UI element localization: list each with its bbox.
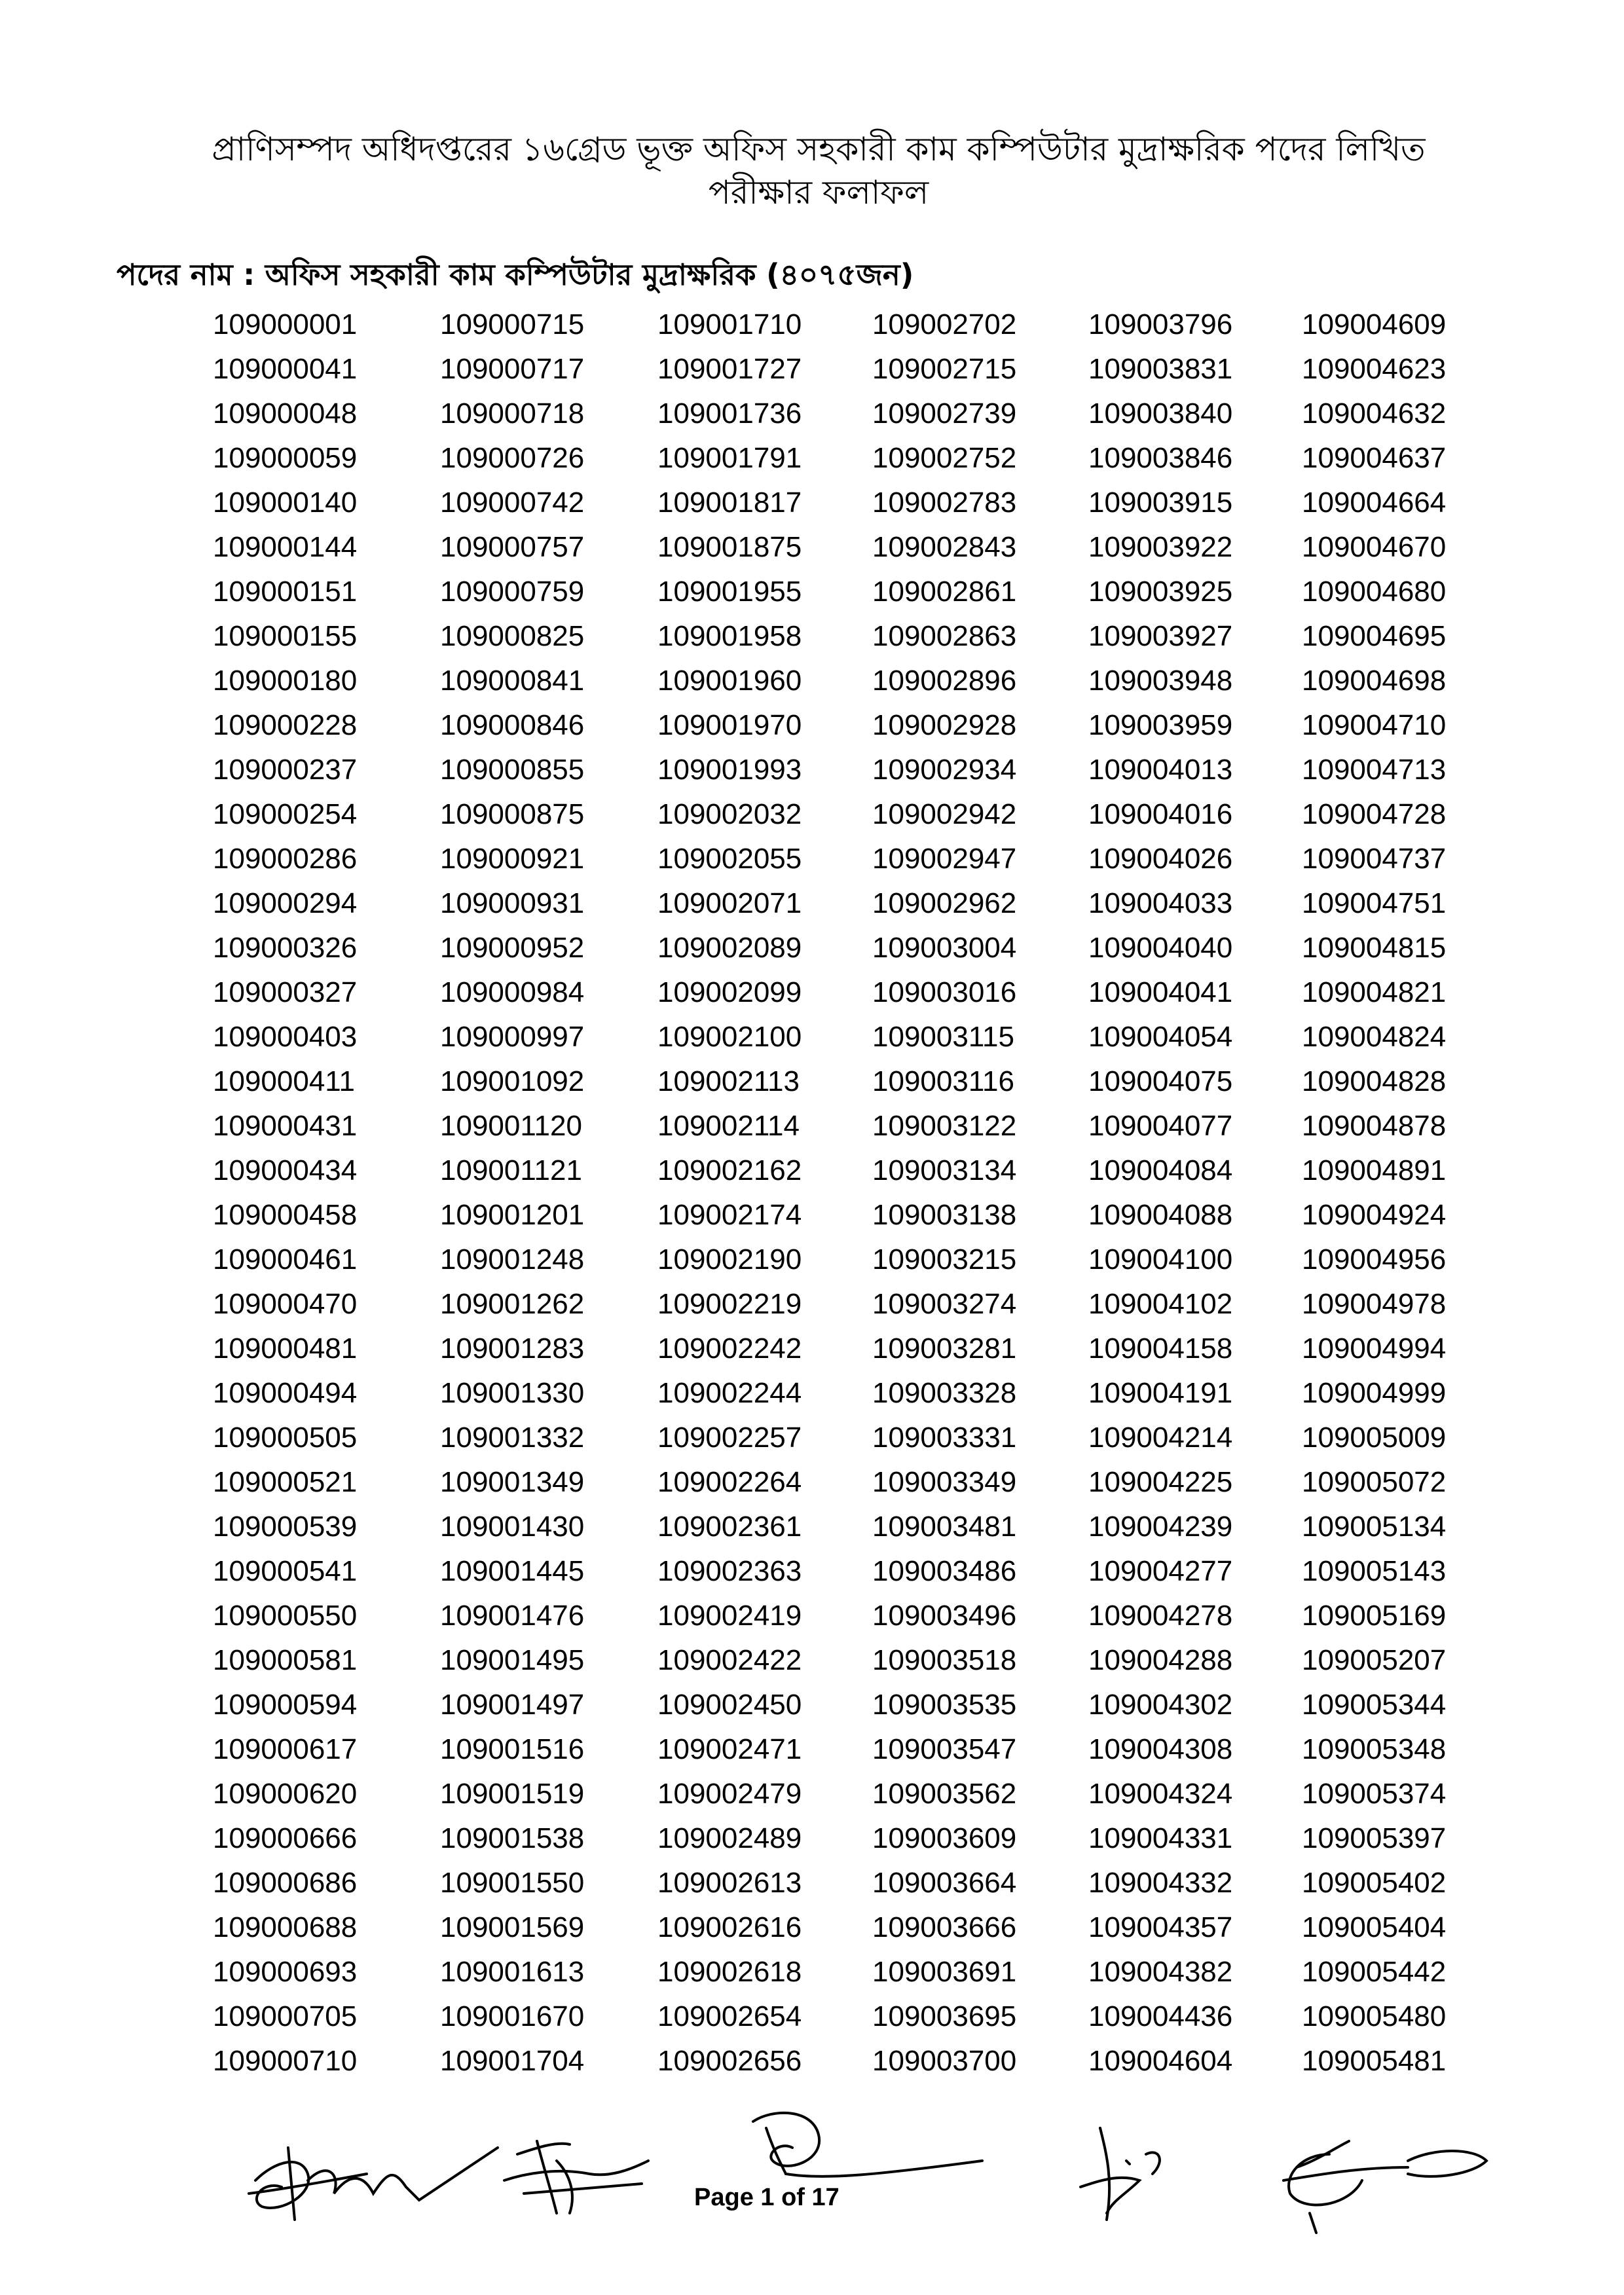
roll-number: 109003134 — [872, 1154, 1017, 1186]
roll-number: 109000286 — [213, 843, 358, 875]
roll-number: 109000151 — [213, 576, 358, 608]
roll-number: 109002843 — [872, 531, 1017, 563]
roll-number: 109002114 — [657, 1110, 800, 1142]
roll-number: 109002702 — [872, 308, 1017, 340]
roll-number: 109000048 — [213, 397, 358, 430]
roll-number: 109002479 — [657, 1778, 802, 1810]
roll-number: 109000846 — [440, 709, 585, 741]
roll-number: 109000620 — [213, 1778, 358, 1810]
roll-number: 109003664 — [872, 1867, 1017, 1899]
roll-number: 109005481 — [1302, 2045, 1447, 2077]
roll-number: 109004054 — [1088, 1021, 1233, 1053]
roll-number: 109005404 — [1302, 1911, 1447, 1943]
roll-number: 109004680 — [1302, 576, 1447, 608]
roll-number: 109000705 — [213, 2000, 358, 2032]
roll-number: 109000921 — [440, 843, 585, 875]
roll-number: 109002947 — [872, 843, 1017, 875]
roll-number: 109002219 — [657, 1288, 802, 1320]
roll-number: 109004878 — [1302, 1110, 1447, 1142]
roll-number: 109001670 — [440, 2000, 585, 2032]
roll-number: 109004041 — [1088, 976, 1233, 1008]
roll-number: 109002450 — [657, 1689, 802, 1721]
roll-number: 109004084 — [1088, 1154, 1233, 1186]
roll-number: 109001092 — [440, 1065, 585, 1097]
roll-number: 109003796 — [1088, 308, 1233, 340]
roll-number: 109000144 — [213, 531, 358, 563]
roll-number: 109000841 — [440, 665, 585, 697]
roll-number: 109004277 — [1088, 1555, 1233, 1587]
roll-number: 109005402 — [1302, 1867, 1447, 1899]
roll-number: 109002613 — [657, 1867, 802, 1899]
roll-number: 109001736 — [657, 397, 802, 430]
roll-number: 109003215 — [872, 1243, 1017, 1276]
roll-number: 109004225 — [1088, 1466, 1233, 1498]
roll-number: 109004436 — [1088, 2000, 1233, 2032]
roll-number: 109000710 — [213, 2045, 358, 2077]
roll-number: 109004737 — [1302, 843, 1447, 875]
roll-number: 109000617 — [213, 1733, 358, 1765]
roll-number: 109000327 — [213, 976, 358, 1008]
roll-number: 109003281 — [872, 1332, 1017, 1365]
roll-number: 109000952 — [440, 932, 585, 964]
roll-number: 109002190 — [657, 1243, 802, 1276]
roll-number: 109003496 — [872, 1600, 1017, 1632]
roll-number: 109000237 — [213, 754, 358, 786]
roll-number: 109003486 — [872, 1555, 1017, 1587]
roll-number: 109000825 — [440, 620, 585, 652]
roll-number: 109001248 — [440, 1243, 585, 1276]
roll-number: 109000717 — [440, 353, 585, 385]
roll-number: 109000875 — [440, 798, 585, 830]
roll-number: 109005134 — [1302, 1511, 1447, 1543]
roll-number: 109001955 — [657, 576, 802, 608]
roll-number: 109004828 — [1302, 1065, 1447, 1097]
roll-number: 109004100 — [1088, 1243, 1233, 1276]
roll-number: 109003846 — [1088, 442, 1233, 474]
roll-number: 109005442 — [1302, 1956, 1447, 1988]
roll-number: 109002783 — [872, 487, 1017, 519]
roll-number: 109003518 — [872, 1644, 1017, 1676]
roll-number: 109002618 — [657, 1956, 802, 1988]
roll-number: 109001970 — [657, 709, 802, 741]
roll-number: 109001330 — [440, 1377, 585, 1409]
page-title — [98, 128, 1539, 214]
roll-number: 109004332 — [1088, 1867, 1233, 1899]
roll-number: 109004331 — [1088, 1822, 1233, 1854]
roll-number: 109002962 — [872, 887, 1017, 919]
roll-number: 109004088 — [1088, 1199, 1233, 1231]
roll-number: 109001283 — [440, 1332, 585, 1365]
roll-number: 109000494 — [213, 1377, 358, 1409]
roll-number: 109000931 — [440, 887, 585, 919]
roll-number: 109000984 — [440, 976, 585, 1008]
roll-number: 109001875 — [657, 531, 802, 563]
roll-number: 109002934 — [872, 754, 1017, 786]
roll-number: 109002100 — [657, 1021, 802, 1053]
roll-number: 109004891 — [1302, 1154, 1447, 1186]
signature-3 — [753, 2113, 982, 2176]
roll-number: 109000539 — [213, 1511, 358, 1543]
roll-number: 109002928 — [872, 709, 1017, 741]
roll-number: 109005480 — [1302, 2000, 1447, 2032]
roll-number: 109004670 — [1302, 531, 1447, 563]
roll-number: 109004978 — [1302, 1288, 1447, 1320]
roll-number: 109001958 — [657, 620, 802, 652]
roll-number: 109003328 — [872, 1377, 1017, 1409]
roll-number: 109000458 — [213, 1199, 358, 1231]
roll-number: 109002264 — [657, 1466, 802, 1498]
roll-number: 109002363 — [657, 1555, 802, 1587]
roll-number: 109000997 — [440, 1021, 585, 1053]
roll-number: 109004623 — [1302, 353, 1447, 385]
roll-number: 109003609 — [872, 1822, 1017, 1854]
roll-number: 109002244 — [657, 1377, 802, 1409]
roll-number: 109002471 — [657, 1733, 802, 1765]
roll-number: 109004664 — [1302, 487, 1447, 519]
page-number: Page 1 of 17 — [694, 2184, 840, 2211]
roll-number: 109000686 — [213, 1867, 358, 1899]
roll-number: 109003691 — [872, 1956, 1017, 1988]
roll-number: 109004815 — [1302, 932, 1447, 964]
roll-number: 109005344 — [1302, 1689, 1447, 1721]
roll-number: 109004158 — [1088, 1332, 1233, 1365]
roll-number: 109002257 — [657, 1422, 802, 1454]
roll-number: 109002489 — [657, 1822, 802, 1854]
roll-number: 109002032 — [657, 798, 802, 830]
roll-number: 109000403 — [213, 1021, 358, 1053]
roll-number: 109002863 — [872, 620, 1017, 652]
roll-number: 109000228 — [213, 709, 358, 741]
roll-number: 109002089 — [657, 932, 802, 964]
roll-number: 109001569 — [440, 1911, 585, 1943]
roll-number: 109000155 — [213, 620, 358, 652]
roll-number: 109002361 — [657, 1511, 802, 1543]
roll-number: 109004308 — [1088, 1733, 1233, 1765]
roll-number: 109001262 — [440, 1288, 585, 1320]
roll-number: 109004604 — [1088, 2045, 1233, 2077]
roll-number: 109002242 — [657, 1332, 802, 1365]
roll-number: 109004077 — [1088, 1110, 1233, 1142]
roll-number: 109004040 — [1088, 932, 1233, 964]
roll-number: 109004026 — [1088, 843, 1233, 875]
roll-number: 109003700 — [872, 2045, 1017, 2077]
roll-number: 109003948 — [1088, 665, 1233, 697]
roll-number: 109003122 — [872, 1110, 1017, 1142]
roll-number: 109003016 — [872, 976, 1017, 1008]
roll-number: 109005072 — [1302, 1466, 1447, 1498]
roll-number: 109001519 — [440, 1778, 585, 1810]
roll-number: 109004214 — [1088, 1422, 1233, 1454]
roll-number: 109001613 — [440, 1956, 585, 1988]
roll-number: 109003831 — [1088, 353, 1233, 385]
roll-number: 109002099 — [657, 976, 802, 1008]
roll-number: 109000759 — [440, 576, 585, 608]
roll-number-grid — [213, 303, 1498, 2084]
roll-number: 109004609 — [1302, 308, 1447, 340]
roll-number: 109001516 — [440, 1733, 585, 1765]
signature-2 — [504, 2141, 648, 2213]
roll-number: 109002422 — [657, 1644, 802, 1676]
roll-number: 109003666 — [872, 1911, 1017, 1943]
roll-number: 109002752 — [872, 442, 1017, 474]
roll-number: 109002055 — [657, 843, 802, 875]
page-title-line-2: পরীক্ষার ফলাফল — [708, 174, 929, 211]
roll-number: 109002162 — [657, 1154, 802, 1186]
roll-number: 109000742 — [440, 487, 585, 519]
roll-number: 109001791 — [657, 442, 802, 474]
roll-number: 109000254 — [213, 798, 358, 830]
roll-number: 109002896 — [872, 665, 1017, 697]
post-name: অফিস সহকারী কাম কম্পিউটার মুদ্রাক্ষরিক (৪০৭৫জন) — [265, 257, 914, 292]
roll-number: 109005348 — [1302, 1733, 1447, 1765]
roll-number: 109000434 — [213, 1154, 358, 1186]
roll-number: 109000666 — [213, 1822, 358, 1854]
roll-number: 109000461 — [213, 1243, 358, 1276]
roll-number: 109002739 — [872, 397, 1017, 430]
roll-number: 109003481 — [872, 1511, 1017, 1543]
roll-number: 109003840 — [1088, 397, 1233, 430]
roll-number: 109004302 — [1088, 1689, 1233, 1721]
roll-number: 109004999 — [1302, 1377, 1447, 1409]
roll-number: 109002942 — [872, 798, 1017, 830]
roll-number: 109004698 — [1302, 665, 1447, 697]
roll-number: 109005374 — [1302, 1778, 1447, 1810]
roll-number: 109002715 — [872, 353, 1017, 385]
roll-number: 109001817 — [657, 487, 802, 519]
roll-number: 109001121 — [440, 1154, 582, 1186]
roll-number: 109004239 — [1088, 1511, 1233, 1543]
roll-number: 109003331 — [872, 1422, 1017, 1454]
roll-number: 109003115 — [872, 1021, 1014, 1053]
roll-number: 109004191 — [1088, 1377, 1233, 1409]
roll-number: 109004382 — [1088, 1956, 1233, 1988]
roll-number: 109004632 — [1302, 397, 1447, 430]
signature-4 — [1080, 2128, 1160, 2220]
roll-number: 109004994 — [1302, 1332, 1447, 1365]
roll-number: 109001993 — [657, 754, 802, 786]
roll-number: 109004956 — [1302, 1243, 1447, 1276]
roll-number: 109002174 — [657, 1199, 802, 1231]
roll-number: 109004695 — [1302, 620, 1447, 652]
roll-number: 109004728 — [1302, 798, 1447, 830]
roll-number: 109004824 — [1302, 1021, 1447, 1053]
roll-number: 109004075 — [1088, 1065, 1233, 1097]
roll-number: 109004278 — [1088, 1600, 1233, 1632]
roll-number: 109000594 — [213, 1689, 358, 1721]
roll-number: 109000550 — [213, 1600, 358, 1632]
roll-number: 109003349 — [872, 1466, 1017, 1498]
post-label: পদের নাম : — [117, 257, 255, 292]
roll-number: 109000470 — [213, 1288, 358, 1320]
roll-number: 109004821 — [1302, 976, 1447, 1008]
roll-number: 109003915 — [1088, 487, 1233, 519]
roll-number: 109003695 — [872, 2000, 1017, 2032]
roll-number: 109003004 — [872, 932, 1017, 964]
roll-number: 109001430 — [440, 1511, 585, 1543]
roll-number: 109001476 — [440, 1600, 585, 1632]
roll-number: 109003116 — [872, 1065, 1014, 1097]
roll-number: 109000688 — [213, 1911, 358, 1943]
roll-number: 109001332 — [440, 1422, 585, 1454]
roll-number: 109001538 — [440, 1822, 585, 1854]
roll-number: 109004288 — [1088, 1644, 1233, 1676]
roll-number: 109002419 — [657, 1600, 802, 1632]
roll-number: 109003274 — [872, 1288, 1017, 1320]
roll-number: 109000180 — [213, 665, 358, 697]
signature-1 — [249, 2148, 498, 2220]
roll-number: 109003922 — [1088, 531, 1233, 563]
roll-number: 109001704 — [440, 2045, 585, 2077]
roll-number: 109003927 — [1088, 620, 1233, 652]
roll-number: 109000481 — [213, 1332, 358, 1365]
roll-number: 109001550 — [440, 1867, 585, 1899]
roll-number: 109001349 — [440, 1466, 585, 1498]
roll-number: 109001120 — [440, 1110, 582, 1142]
roll-number: 109000001 — [213, 308, 358, 340]
roll-number: 109004357 — [1088, 1911, 1233, 1943]
post-heading — [117, 255, 913, 295]
roll-number: 109000140 — [213, 487, 358, 519]
roll-number: 109000693 — [213, 1956, 358, 1988]
roll-number: 109003138 — [872, 1199, 1017, 1231]
roll-number: 109002656 — [657, 2045, 802, 2077]
roll-number: 109002113 — [657, 1065, 800, 1097]
roll-number: 109003535 — [872, 1689, 1017, 1721]
roll-number: 109004637 — [1302, 442, 1447, 474]
roll-number: 109000855 — [440, 754, 585, 786]
roll-number: 109004033 — [1088, 887, 1233, 919]
roll-number: 109002861 — [872, 576, 1017, 608]
signature-5 — [1283, 2141, 1486, 2233]
roll-number: 109000581 — [213, 1644, 358, 1676]
roll-number: 109003959 — [1088, 709, 1233, 741]
roll-number: 109004751 — [1302, 887, 1447, 919]
roll-number: 109004102 — [1088, 1288, 1233, 1320]
roll-number: 109000505 — [213, 1422, 358, 1454]
roll-number: 109000326 — [213, 932, 358, 964]
roll-number: 109001445 — [440, 1555, 585, 1587]
signatures-row — [0, 2082, 1624, 2279]
roll-number: 109000541 — [213, 1555, 358, 1587]
roll-number: 109005009 — [1302, 1422, 1447, 1454]
roll-number: 109001497 — [440, 1689, 585, 1721]
roll-number: 109001960 — [657, 665, 802, 697]
roll-number: 109005397 — [1302, 1822, 1447, 1854]
roll-number: 109005207 — [1302, 1644, 1447, 1676]
roll-number: 109003547 — [872, 1733, 1017, 1765]
roll-number: 109000726 — [440, 442, 585, 474]
roll-number: 109000411 — [213, 1065, 355, 1097]
roll-number: 109002616 — [657, 1911, 802, 1943]
roll-number: 109000431 — [213, 1110, 358, 1142]
roll-number: 109000059 — [213, 442, 358, 474]
roll-number: 109003562 — [872, 1778, 1017, 1810]
roll-number: 109003925 — [1088, 576, 1233, 608]
roll-number: 109000521 — [213, 1466, 358, 1498]
roll-number: 109000715 — [440, 308, 585, 340]
roll-number: 109000041 — [213, 353, 358, 385]
roll-number: 109004324 — [1088, 1778, 1233, 1810]
roll-number: 109000294 — [213, 887, 358, 919]
roll-number: 109000757 — [440, 531, 585, 563]
roll-number: 109001727 — [657, 353, 802, 385]
roll-number: 109004016 — [1088, 798, 1233, 830]
roll-number: 109004710 — [1302, 709, 1447, 741]
roll-number: 109004013 — [1088, 754, 1233, 786]
roll-number: 109005169 — [1302, 1600, 1447, 1632]
roll-number: 109001495 — [440, 1644, 585, 1676]
roll-number: 109004713 — [1302, 754, 1447, 786]
roll-number: 109005143 — [1302, 1555, 1447, 1587]
roll-number: 109001710 — [657, 308, 802, 340]
roll-number: 109001201 — [440, 1199, 585, 1231]
roll-number: 109002071 — [657, 887, 802, 919]
roll-number: 109002654 — [657, 2000, 802, 2032]
page-title-line-1: প্রাণিসম্পদ অধিদপ্তরের ১৬গ্রেড ভূক্ত অফিস সহকারী কাম কম্পিউটার মুদ্রাক্ষরিক পদের লিখিত — [212, 130, 1426, 168]
roll-number: 109000718 — [440, 397, 585, 430]
roll-number: 109004924 — [1302, 1199, 1447, 1231]
